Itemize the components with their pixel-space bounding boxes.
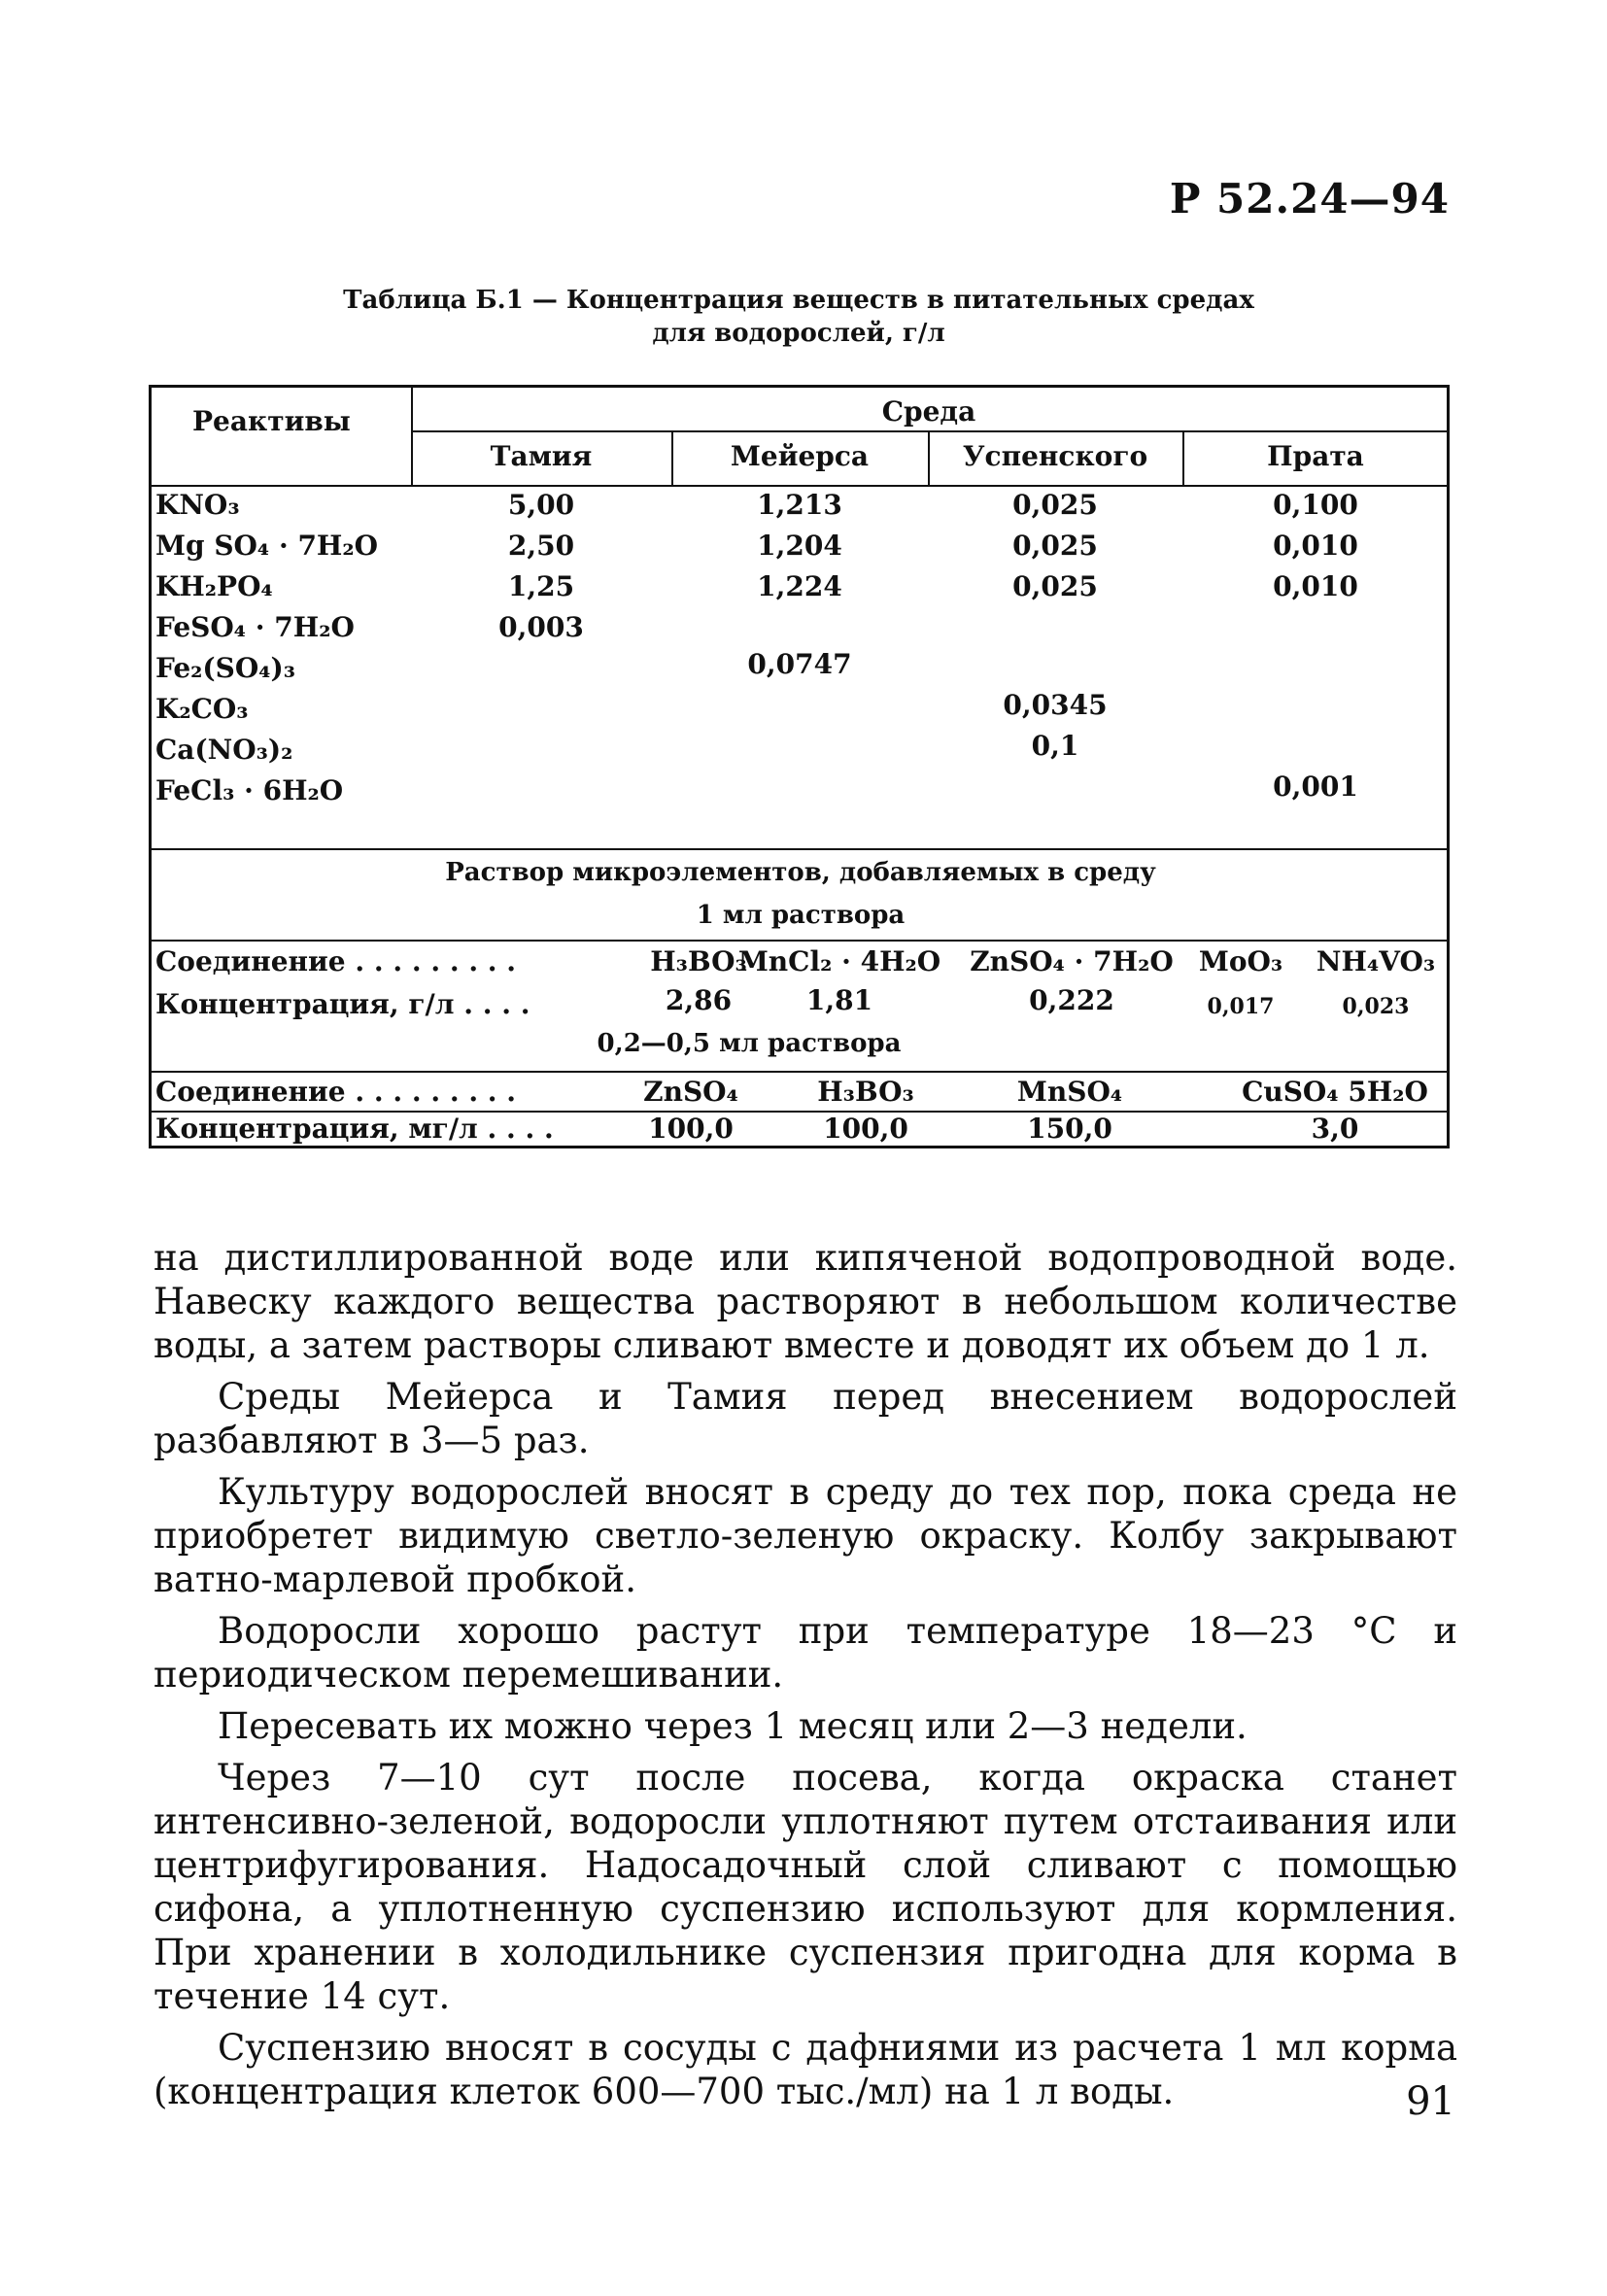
- table-cell: 5,00: [507, 489, 575, 521]
- table-cell: 0,0747: [747, 648, 852, 680]
- micro-compound: MoO₃: [1198, 945, 1283, 977]
- table-divider: [152, 848, 1450, 850]
- table-cell: 0,0345: [1003, 689, 1108, 721]
- header-medium-uspensky: Успенского: [962, 440, 1148, 472]
- micro-concentration: 1,81: [805, 984, 873, 1016]
- micro-row-label: Соединение . . . . . . . . .: [155, 945, 517, 977]
- document-code: Р 52.24—94: [1169, 175, 1450, 223]
- reagent-label: Mg SO₄ · 7H₂O: [155, 530, 379, 562]
- micro-row-label: Концентрация, г/л . . . .: [155, 988, 530, 1020]
- table-cell: 2,50: [507, 530, 575, 562]
- table-caption-line2: для водорослей, г/л: [652, 319, 945, 348]
- header-medium-prat: Прата: [1267, 440, 1364, 472]
- table-cell: 0,003: [498, 611, 584, 643]
- table-divider: [1182, 430, 1184, 485]
- header-medium-tamiya: Тамия: [490, 440, 593, 472]
- micro-concentration: 150,0: [1027, 1113, 1112, 1145]
- micro-concentration: 0,023: [1342, 994, 1410, 1019]
- table-cell: 0,100: [1273, 489, 1358, 521]
- table-cell: 0,025: [1012, 570, 1098, 602]
- micro-row-label: Концентрация, мг/л . . . .: [155, 1113, 554, 1145]
- table-cell: 0,025: [1012, 489, 1098, 521]
- table-caption-line1: Таблица Б.1 — Концентрация веществ в питательных средах: [343, 286, 1254, 315]
- reagent-label: FeCl₃ · 6H₂O: [155, 774, 344, 806]
- page-number: 91: [1406, 2079, 1455, 2124]
- table-cell: 0,001: [1273, 771, 1358, 803]
- micro-compound: ZnSO₄ · 7H₂O: [970, 945, 1174, 977]
- micro-compound: H₃BO₃: [650, 945, 747, 977]
- table-divider: [152, 1071, 1450, 1073]
- micro-compound: H₃BO₃: [817, 1076, 914, 1108]
- micro-concentration: 2,86: [665, 984, 733, 1016]
- paragraph: Пересевать их можно через 1 месяц или 2—3 недели.: [218, 1705, 1248, 1747]
- table-divider: [411, 388, 413, 485]
- reagent-label: KH₂PO₄: [155, 570, 273, 602]
- table-cell: 0,010: [1273, 530, 1358, 562]
- micro-compound: NH₄VO₃: [1316, 945, 1436, 977]
- micro-concentration: 0,222: [1029, 984, 1114, 1016]
- reagent-label: Ca(NO₃)₂: [155, 734, 293, 766]
- table-divider: [671, 430, 673, 485]
- reagent-label: Fe₂(SO₄)₃: [155, 652, 296, 684]
- micro-subtitle-1ml: 1 мл раствора: [696, 901, 906, 930]
- paragraph: Среды Мейерса и Тамия перед внесением водорослей разбавляют в 3—5 раз.: [154, 1376, 1457, 1461]
- paragraph: Суспензию вносят в сосуды с дафниями из расчета 1 мл корма (концентрация клеток 600—700 тыс./мл) на 1 л воды.: [154, 2027, 1457, 2112]
- table-cell: 1,25: [507, 570, 575, 602]
- paragraph: Культуру водорослей вносят в среду до тех пор, пока среда не приобретет видимую светло-зеленую окраску. Колбу закрывают ватно-марлевой пробкой.: [154, 1471, 1457, 1600]
- reagent-label: K₂CO₃: [155, 693, 249, 725]
- reagent-label: KNO₃: [155, 489, 240, 521]
- micro-subtitle-02ml: 0,2—0,5 мл раствора: [597, 1029, 902, 1058]
- micro-concentration: 0,017: [1207, 994, 1275, 1019]
- table-cell: 0,010: [1273, 570, 1358, 602]
- table-cell: 1,204: [757, 530, 842, 562]
- header-reagents: Реактивы: [192, 405, 351, 437]
- table-cell: 1,213: [757, 489, 842, 521]
- paragraph: на дистиллированной воде или кипяченой водопроводной воде. Навеску каждого вещества растворяют в небольшом количестве воды, а затем растворы сливают вместе и доводят их объем до 1 л.: [154, 1237, 1457, 1366]
- micro-concentration: 3,0: [1311, 1113, 1359, 1145]
- reagent-label: FeSO₄ · 7H₂O: [155, 611, 355, 643]
- table-divider: [152, 940, 1450, 942]
- table-cell: 0,025: [1012, 530, 1098, 562]
- table-cell: 1,224: [757, 570, 842, 602]
- micro-compound: ZnSO₄: [643, 1076, 738, 1108]
- header-media: Среда: [881, 395, 976, 428]
- nutrient-media-table: [149, 385, 1450, 1148]
- table-cell: 0,1: [1031, 730, 1079, 762]
- table-divider: [152, 485, 1450, 487]
- table-divider: [411, 430, 1450, 432]
- body-text: [154, 1236, 1457, 2113]
- micro-compound: CuSO₄ 5H₂O: [1242, 1076, 1428, 1108]
- micro-section-title: Раствор микроэлементов, добавляемых в среду: [445, 858, 1156, 887]
- micro-concentration: 100,0: [648, 1113, 734, 1145]
- paragraph: Через 7—10 сут после посева, когда окраска станет интенсивно-зеленой, водоросли уплотняют путем отстаивания или центрифугирования. Надосадочный слой сливают с помощью сифона, а уплотненную суспензию используют для кормления. При хранении в холодильнике суспензия пригодна для корма в течение 14 сут.: [154, 1757, 1457, 2017]
- paragraph: Водоросли хорошо растут при температуре 18—23 °С и периодическом перемешивании.: [154, 1610, 1457, 1696]
- table-caption: [146, 284, 1452, 350]
- micro-row-label: Соединение . . . . . . . . .: [155, 1076, 517, 1108]
- micro-compound: MnSO₄: [1016, 1076, 1123, 1108]
- micro-concentration: 100,0: [823, 1113, 908, 1145]
- micro-compound: MnCl₂ · 4H₂O: [737, 945, 941, 977]
- header-medium-meyers: Мейерса: [730, 440, 870, 472]
- table-divider: [928, 430, 930, 485]
